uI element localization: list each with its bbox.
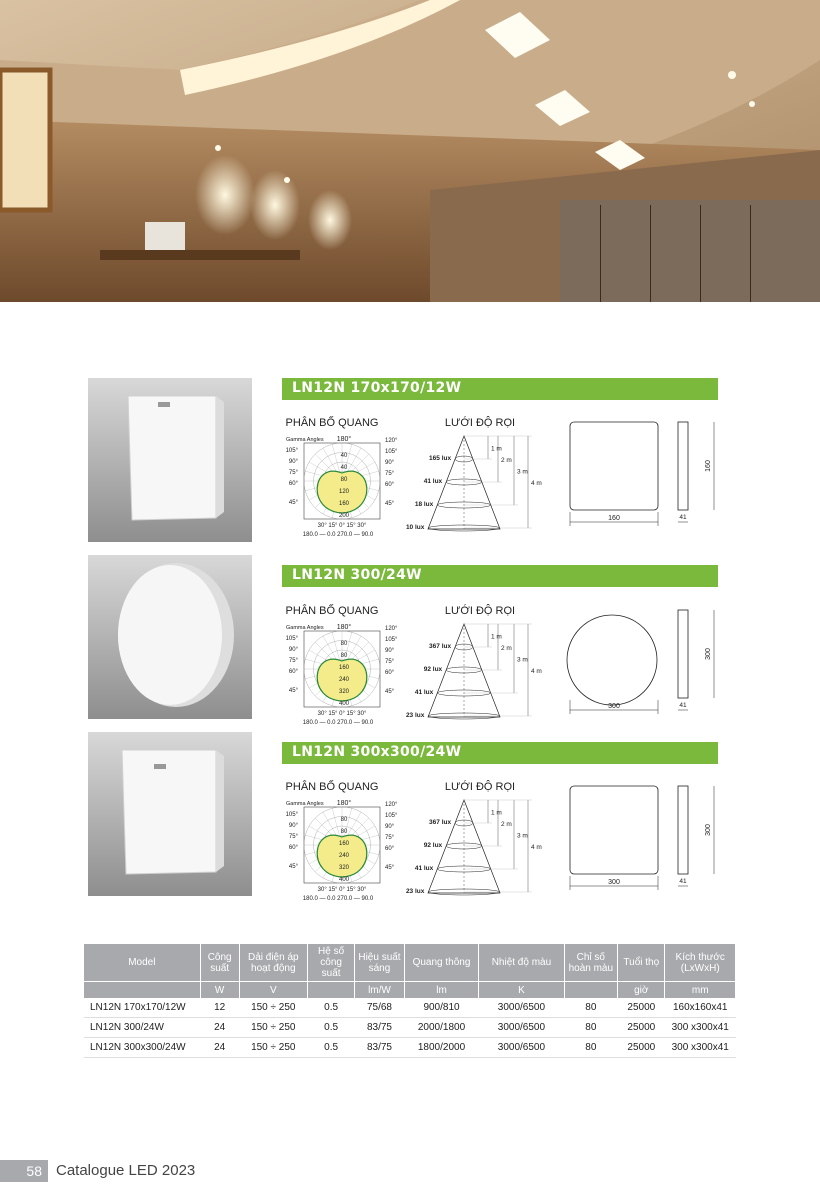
table-cell: 25000	[618, 998, 665, 1018]
product-title: LN12N 170x170/12W	[292, 380, 462, 396]
table-cell: 150 ÷ 250	[239, 998, 307, 1018]
table-header: Kích thước (LxWxH)	[665, 944, 736, 982]
radial-value: 400	[338, 701, 350, 707]
angle-label: 60°	[288, 481, 298, 487]
table-cell: 300 x300x41	[665, 1038, 736, 1058]
distance-label: 3 m	[517, 656, 528, 664]
table-cell: 75/68	[355, 998, 404, 1018]
table-cell: 900/810	[404, 998, 479, 1018]
gamma-label: Gamma Angles	[286, 801, 324, 807]
table-cell: 25000	[618, 1018, 665, 1038]
angle-label: 105°	[285, 636, 298, 642]
product-diagram	[282, 592, 718, 734]
angle-label: 120°	[385, 626, 398, 632]
footer-title: Catalogue LED 2023	[56, 1162, 196, 1179]
angle-label: 75°	[385, 471, 395, 477]
table-cell: 300 x300x41	[665, 1018, 736, 1038]
angle-label: 45°	[288, 688, 298, 694]
lux-value: 367 lux	[429, 819, 452, 826]
radial-value: 120	[338, 489, 350, 495]
radial-value: 40	[340, 465, 348, 471]
product-photo-3	[88, 732, 252, 896]
product-side-outline	[678, 786, 688, 874]
table-cell: 80	[564, 998, 618, 1018]
gamma-label: Gamma Angles	[286, 625, 324, 631]
radial-value: 80	[340, 477, 348, 483]
distribution-title: PHÂN BỐ QUANG	[285, 781, 379, 793]
radial-value: 400	[338, 877, 350, 883]
table-unit: W	[200, 982, 239, 999]
lux-value: 165 lux	[429, 455, 452, 462]
angle-label: 60°	[288, 669, 298, 675]
product-outline-square	[570, 422, 658, 510]
table-header: Hiệu suất sáng	[355, 944, 404, 982]
angle-label: 30° 15° 0° 15° 30°	[317, 523, 367, 529]
table-cell: 3000/6500	[479, 998, 564, 1018]
angle-label: 90°	[385, 460, 395, 466]
table-header: Quang thông	[404, 944, 479, 982]
distance-label: 4 m	[531, 844, 542, 851]
angle-label: 60°	[288, 845, 298, 851]
angle-label: 75°	[288, 834, 298, 840]
lux-value: 41 lux	[414, 689, 434, 696]
square-panel-photo	[88, 378, 252, 542]
table-cell: 150 ÷ 250	[239, 1018, 307, 1038]
product-outline-square	[570, 786, 658, 874]
product-side-outline	[678, 422, 688, 510]
product-photo-1	[88, 378, 252, 542]
page-number: 58	[0, 1160, 48, 1182]
angle-label: 120°	[385, 438, 398, 444]
grid-title: LƯỚI ĐỘ RỌI	[444, 605, 516, 617]
legend-label: 180.0 — 0.0 270.0 — 90.0	[302, 896, 374, 902]
angle-label: 75°	[385, 659, 395, 665]
table-row	[84, 1038, 736, 1058]
table-unit: K	[479, 982, 564, 999]
distance-label: 2 m	[501, 645, 512, 652]
angle-label: 75°	[385, 835, 395, 841]
round-panel-photo	[88, 555, 252, 719]
radial-value: 320	[338, 689, 350, 695]
table-row	[84, 1018, 736, 1038]
distance-label: 1 m	[491, 809, 502, 817]
lux-value: 41 lux	[414, 865, 434, 872]
distance-label: 2 m	[501, 821, 512, 828]
angle-label: 90°	[288, 823, 298, 829]
ceiling-room-photo	[0, 0, 820, 302]
product-title-bar	[282, 378, 718, 400]
angle-label: 180°	[336, 800, 352, 807]
angle-label: 105°	[285, 812, 298, 818]
table-cell: 0.5	[307, 1018, 354, 1038]
angle-label: 60°	[385, 482, 395, 488]
distance-label: 1 m	[491, 633, 502, 641]
table-header: Tuổi thọ	[618, 944, 665, 982]
lux-value: 10 lux	[405, 524, 425, 531]
angle-label: 45°	[385, 689, 395, 695]
angle-label: 30° 15° 0° 15° 30°	[317, 887, 367, 893]
grid-title: LƯỚI ĐỘ RỌI	[444, 781, 516, 793]
lux-value: 23 lux	[405, 888, 425, 895]
table-unit: V	[239, 982, 307, 999]
radial-value: 200	[338, 513, 350, 519]
square-panel-photo	[88, 732, 252, 896]
table-cell: 83/75	[355, 1038, 404, 1058]
spec-table	[84, 944, 736, 1058]
table-header: Nhiệt độ màu	[479, 944, 564, 982]
table-unit: mm	[665, 982, 736, 999]
product-title: LN12N 300x300/24W	[292, 744, 462, 760]
grid-title: LƯỚI ĐỘ RỌI	[444, 417, 516, 429]
table-cell: 0.5	[307, 998, 354, 1018]
angle-label: 105°	[385, 449, 398, 455]
product-diagram	[282, 768, 718, 910]
product-diagram	[282, 404, 718, 546]
table-cell: 80	[564, 1038, 618, 1058]
table-cell: 24	[200, 1038, 239, 1058]
table-header: Công suất	[200, 944, 239, 982]
table-cell: 12	[200, 998, 239, 1018]
table-unit	[564, 982, 618, 999]
angle-label: 60°	[385, 846, 395, 852]
angle-label: 45°	[288, 864, 298, 870]
distribution-title: PHÂN BỐ QUANG	[285, 417, 379, 429]
distribution-title: PHÂN BỐ QUANG	[285, 605, 379, 617]
depth-value: 41	[679, 702, 687, 709]
width-value: 300	[608, 703, 620, 710]
angle-label: 45°	[288, 500, 298, 506]
product-title-bar	[282, 742, 718, 764]
lux-value: 367 lux	[429, 643, 452, 650]
gamma-label: Gamma Angles	[286, 437, 324, 443]
distance-label: 2 m	[501, 457, 512, 464]
table-cell: LN12N 300x300/24W	[84, 1038, 200, 1058]
height-value: 160	[705, 460, 712, 472]
angle-label: 105°	[385, 637, 398, 643]
distance-label: 3 m	[517, 468, 528, 476]
angle-label: 45°	[385, 501, 395, 507]
table-header: Chỉ số hoàn màu	[564, 944, 618, 982]
product-title-bar	[282, 565, 718, 587]
width-value: 160	[608, 515, 620, 522]
product-title: LN12N 300/24W	[292, 567, 422, 583]
depth-value: 41	[679, 878, 687, 885]
angle-label: 180°	[336, 436, 352, 443]
lux-value: 23 lux	[405, 712, 425, 719]
radial-value: 40	[340, 453, 348, 459]
table-cell: 25000	[618, 1038, 665, 1058]
radial-value: 240	[338, 677, 350, 683]
angle-label: 90°	[288, 647, 298, 653]
table-unit: lm/W	[355, 982, 404, 999]
radial-value: 160	[338, 501, 350, 507]
angle-label: 75°	[288, 470, 298, 476]
angle-label: 60°	[385, 670, 395, 676]
table-row	[84, 998, 736, 1018]
table-cell: 1800/2000	[404, 1038, 479, 1058]
height-value: 300	[705, 648, 712, 660]
table-cell: 24	[200, 1018, 239, 1038]
table-header: Hệ số công suất	[307, 944, 354, 982]
table-cell: 3000/6500	[479, 1018, 564, 1038]
table-units-row	[84, 982, 736, 999]
angle-label: 90°	[385, 824, 395, 830]
table-cell: 150 ÷ 250	[239, 1038, 307, 1058]
radial-value: 80	[340, 817, 348, 823]
table-unit	[84, 982, 200, 999]
depth-value: 41	[679, 514, 687, 521]
radial-value: 160	[338, 665, 350, 671]
table-header: Model	[84, 944, 200, 982]
angle-label: 105°	[385, 813, 398, 819]
table-cell: 3000/6500	[479, 1038, 564, 1058]
product-photo-2	[88, 555, 252, 719]
radial-value: 80	[340, 829, 348, 835]
angle-label: 75°	[288, 658, 298, 664]
table-cell: LN12N 300/24W	[84, 1018, 200, 1038]
angle-label: 105°	[285, 448, 298, 454]
angle-label: 90°	[385, 648, 395, 654]
table-unit: giờ	[618, 982, 665, 999]
radial-value: 320	[338, 865, 350, 871]
radial-value: 160	[338, 841, 350, 847]
angle-label: 45°	[385, 865, 395, 871]
lux-value: 41 lux	[423, 478, 443, 485]
distance-label: 3 m	[517, 832, 528, 840]
table-cell: 80	[564, 1018, 618, 1038]
radial-value: 80	[340, 653, 348, 659]
table-cell: LN12N 170x170/12W	[84, 998, 200, 1018]
lux-value: 18 lux	[414, 501, 434, 508]
hero-ceiling-photo	[0, 0, 820, 302]
legend-label: 180.0 — 0.0 270.0 — 90.0	[302, 720, 374, 726]
table-cell: 0.5	[307, 1038, 354, 1058]
angle-label: 90°	[288, 459, 298, 465]
table-header-row	[84, 944, 736, 982]
lux-value: 92 lux	[423, 666, 443, 673]
angle-label: 180°	[336, 624, 352, 631]
lux-value: 92 lux	[423, 842, 443, 849]
table-unit: lm	[404, 982, 479, 999]
distance-label: 4 m	[531, 480, 542, 487]
table-cell: 83/75	[355, 1018, 404, 1038]
table-unit	[307, 982, 354, 999]
table-cell: 2000/1800	[404, 1018, 479, 1038]
table-cell: 160x160x41	[665, 998, 736, 1018]
table-header: Dải điện áp hoạt động	[239, 944, 307, 982]
legend-label: 180.0 — 0.0 270.0 — 90.0	[302, 532, 374, 538]
radial-value: 80	[340, 641, 348, 647]
width-value: 300	[608, 879, 620, 886]
distance-label: 4 m	[531, 668, 542, 675]
radial-value: 240	[338, 853, 350, 859]
angle-label: 120°	[385, 802, 398, 808]
product-side-outline	[678, 610, 688, 698]
angle-label: 30° 15° 0° 15° 30°	[317, 711, 367, 717]
product-outline-round	[567, 615, 657, 705]
distance-label: 1 m	[491, 445, 502, 453]
height-value: 300	[705, 824, 712, 836]
